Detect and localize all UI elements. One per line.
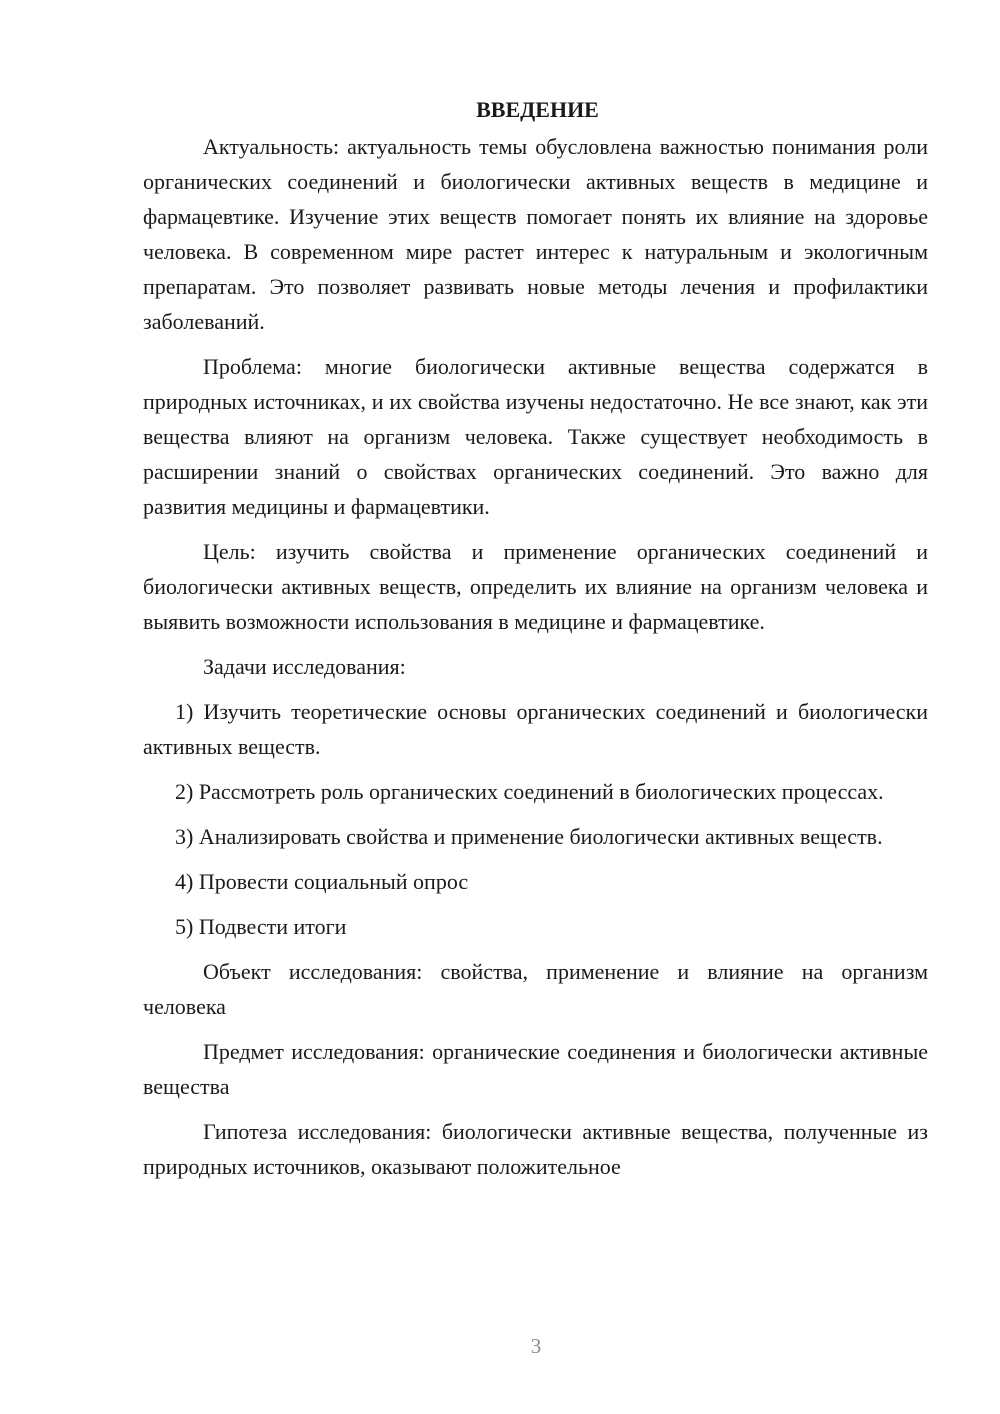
subject-paragraph: Предмет исследования: органические соединения и биологически активные вещества	[143, 1039, 928, 1099]
object-paragraph: Объект исследования: свойства, применение и влияние на организм человека	[143, 959, 928, 1019]
goal-paragraph: Цель: изучить свойства и применение органических соединений и биологически активных веществ, определить их влияние на организм человека и выявить возможности использования в медицине и фармацевтике.	[143, 539, 928, 634]
page-content	[143, 92, 928, 1184]
problem-paragraph: Проблема: многие биологически активные вещества содержатся в природных источниках, и их свойства изучены недостаточно. Не все знают, как эти вещества влияют на организм человека. Также существует необходимость в расширении знаний о свойствах органических соединений. Это важно для развития медицины и фармацевтики.	[143, 354, 928, 519]
task-item: 3) Анализировать свойства и применение биологически активных веществ.	[175, 824, 883, 849]
task-item: 5) Подвести итоги	[175, 914, 347, 939]
task-item: 4) Провести социальный опрос	[175, 869, 469, 894]
section-title: ВВЕДЕНИЕ	[476, 97, 599, 122]
tasks-heading: Задачи исследования:	[203, 654, 406, 679]
task-item: 2) Рассмотреть роль органических соединений в биологических процессах.	[175, 779, 884, 804]
hypothesis-paragraph: Гипотеза исследования: биологически активные вещества, полученные из природных источников, оказывают положительное	[143, 1119, 928, 1179]
task-item: 1) Изучить теоретические основы органических соединений и биологически активных веществ.	[143, 699, 928, 759]
page-number: 3	[530, 1334, 542, 1358]
relevance-paragraph: Актуальность: актуальность темы обусловлена важностью понимания роли органических соединений и биологически активных веществ в медицине и фармацевтике. Изучение этих веществ помогает понять их влияние на здоровье человека. В современном мире растет интерес к натуральным и экологичным препаратам. Это позволяет развивать новые методы лечения и профилактики заболеваний.	[143, 134, 928, 334]
